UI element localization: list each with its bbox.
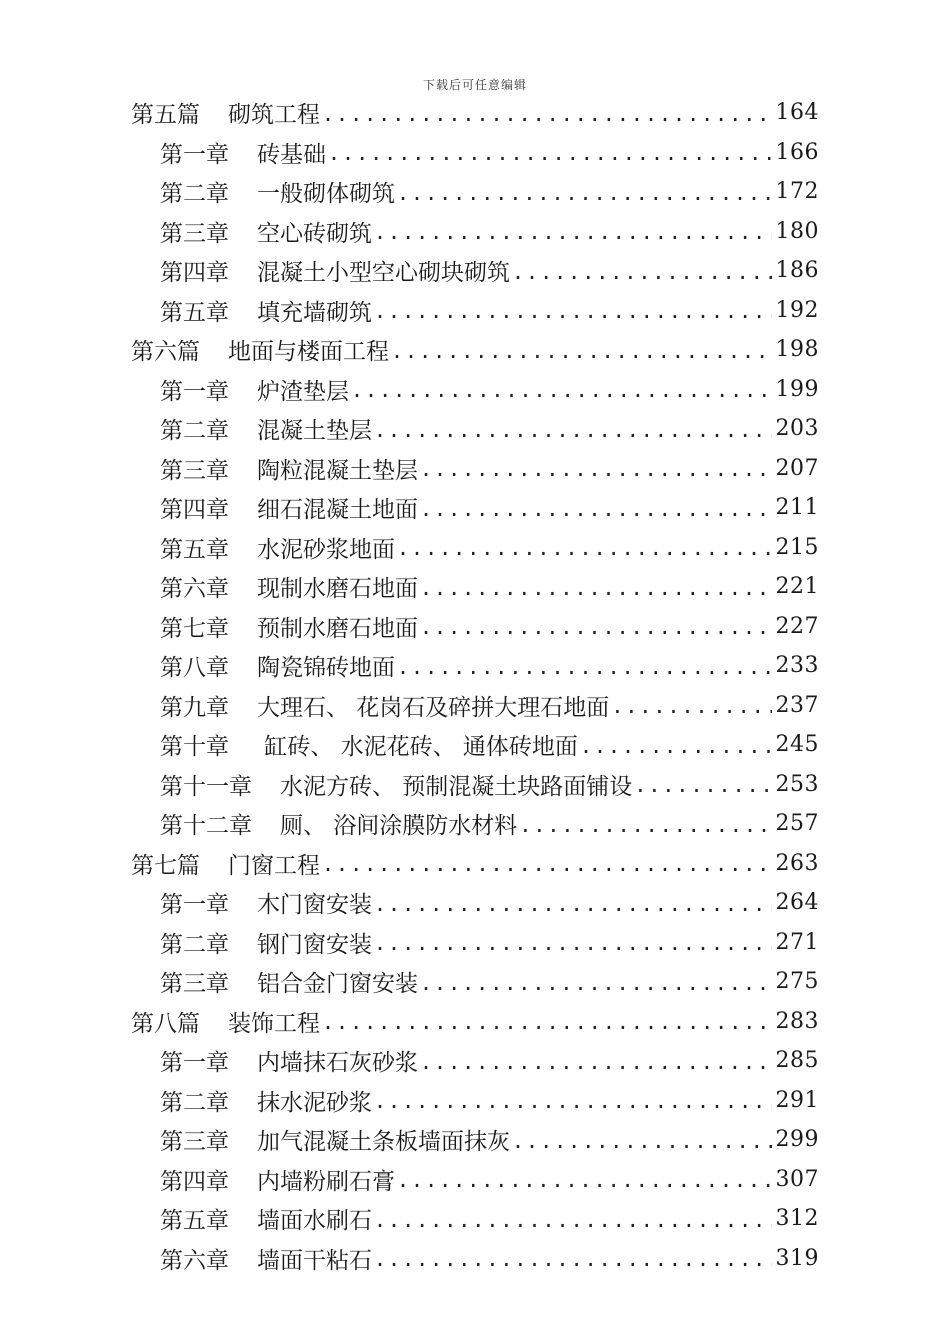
toc-part-entry[interactable] [131,1002,819,1042]
toc-chapter-entry[interactable] [131,725,819,765]
dot-leader [374,1089,772,1113]
dot-leader [519,813,771,837]
toc-part-entry[interactable] [131,93,819,133]
dot-leader [420,497,772,521]
toc-page-number: 271 [775,929,819,955]
toc-chapter-entry[interactable] [131,212,819,252]
toc-entry-title: 砖基础 [257,141,326,168]
dot-leader [322,102,772,126]
dot-leader [512,1129,772,1153]
toc-page-number: 203 [775,416,819,442]
dot-leader [374,418,772,442]
toc-chapter-entry[interactable] [131,291,819,331]
toc-page-number: 237 [775,692,819,718]
toc-entry-number: 第六章 [160,576,229,603]
toc-chapter-entry[interactable] [131,133,819,173]
toc-chapter-entry[interactable] [131,1239,819,1279]
toc-entry-number: 第四章 [160,260,229,287]
toc-entry-number: 第十一章 [160,773,252,800]
toc-chapter-entry[interactable] [131,567,819,607]
toc-page-number: 221 [775,574,819,600]
dot-leader [580,734,772,758]
toc-part-entry[interactable] [131,844,819,884]
toc-entry-title: 抹水泥砂浆 [257,1089,372,1116]
dot-leader [322,852,772,876]
toc-entry-number: 第一章 [160,378,229,405]
toc-entry-number: 第四章 [160,497,229,524]
toc-page-number: 275 [775,969,819,995]
toc-page-number: 283 [775,1008,819,1034]
toc-page-number: 180 [775,218,819,244]
dot-leader [328,141,772,165]
toc-entry-title: 加气混凝土条板墙面抹灰 [257,1129,510,1156]
toc-page-number: 312 [775,1206,819,1232]
toc-entry-number: 第三章 [160,971,229,998]
toc-entry-title: 混凝土垫层 [257,418,372,445]
toc-chapter-entry[interactable] [131,1120,819,1160]
toc-chapter-entry[interactable] [131,923,819,963]
toc-entry-title: 炉渣垫层 [257,378,349,405]
toc-entry-number: 第一章 [160,1050,229,1077]
dot-leader [351,378,772,402]
toc-entry-title: 内墙粉刷石膏 [257,1168,395,1195]
toc-entry-number: 第四章 [160,1168,229,1195]
page-header: 下载后可任意编辑 [422,78,527,92]
dot-leader [512,260,772,284]
toc-page-number: 263 [775,850,819,876]
toc-entry-title: 预制水磨石地面 [257,615,418,642]
dot-leader [420,971,772,995]
toc-page-number: 227 [775,613,819,639]
toc-page-number: 264 [775,890,819,916]
toc-chapter-entry[interactable] [131,962,819,1002]
toc-page-number: 186 [775,258,819,284]
toc-entry-number: 第五篇 [131,102,200,129]
toc-entry-number: 第二章 [160,181,229,208]
dot-leader [374,931,772,955]
dot-leader [420,1050,772,1074]
toc-entry-title: 地面与楼面工程 [228,339,389,366]
dot-leader [374,1208,772,1232]
toc-chapter-entry[interactable] [131,172,819,212]
toc-entry-number: 第五章 [160,1208,229,1235]
dot-leader [420,457,772,481]
toc-entry-number: 第二章 [160,1089,229,1116]
toc-entry-number: 第三章 [160,457,229,484]
toc-entry-title: 缸砖、 水泥花砖、 通体砖地面 [257,734,578,761]
toc-chapter-entry[interactable] [131,1160,819,1200]
toc-page-number: 291 [775,1087,819,1113]
toc-chapter-entry[interactable] [131,646,819,686]
toc-entry-number: 第三章 [160,1129,229,1156]
toc-entry-title: 现制水磨石地面 [257,576,418,603]
toc-entry-number: 第七篇 [131,852,200,879]
toc-page-number: 164 [775,100,819,126]
toc-entry-title: 木门窗安装 [257,892,372,919]
toc-chapter-entry[interactable] [131,607,819,647]
toc-entry-number: 第五章 [160,536,229,563]
dot-leader [634,773,771,797]
toc-entry-number: 第十二章 [160,813,252,840]
toc-chapter-entry[interactable] [131,409,819,449]
toc-chapter-entry[interactable] [131,370,819,410]
table-of-contents [131,93,819,1278]
toc-page-number: 285 [775,1048,819,1074]
toc-entry-title: 混凝土小型空心砌块砌筑 [257,260,510,287]
dot-leader [322,1010,772,1034]
toc-entry-title: 钢门窗安装 [257,931,372,958]
dot-leader [397,536,772,560]
toc-entry-number: 第十章 [160,734,229,761]
toc-chapter-entry[interactable] [131,765,819,805]
toc-chapter-entry[interactable] [131,686,819,726]
toc-chapter-entry[interactable] [131,528,819,568]
toc-page-number: 211 [775,495,819,521]
toc-entry-title: 砌筑工程 [228,102,320,129]
toc-entry-number: 第九章 [160,694,229,721]
toc-chapter-entry[interactable] [131,1041,819,1081]
dot-leader [374,220,772,244]
toc-entry-number: 第二章 [160,418,229,445]
toc-page-number: 245 [775,732,819,758]
toc-entry-number: 第二章 [160,931,229,958]
toc-entry-title: 陶瓷锦砖地面 [257,655,395,682]
toc-entry-number: 第一章 [160,141,229,168]
toc-page-number: 207 [775,455,819,481]
dot-leader [397,181,772,205]
toc-chapter-entry[interactable] [131,883,819,923]
toc-page-number: 257 [775,811,819,837]
toc-entry-number: 第七章 [160,615,229,642]
dot-leader [374,299,772,323]
toc-entry-number: 第三章 [160,220,229,247]
toc-page-number: 215 [775,534,819,560]
toc-entry-title: 细石混凝土地面 [257,497,418,524]
toc-page-number: 192 [775,297,819,323]
toc-entry-title: 填充墙砌筑 [257,299,372,326]
toc-entry-title: 铝合金门窗安装 [257,971,418,998]
toc-entry-title: 空心砖砌筑 [257,220,372,247]
toc-page-number: 299 [775,1127,819,1153]
toc-chapter-entry[interactable] [131,804,819,844]
dot-leader [420,615,772,639]
toc-chapter-entry[interactable] [131,1199,819,1239]
toc-entry-title: 水泥砂浆地面 [257,536,395,563]
toc-entry-number: 第八篇 [131,1010,200,1037]
toc-entry-number: 第六篇 [131,339,200,366]
toc-chapter-entry[interactable] [131,1081,819,1121]
dot-leader [420,576,772,600]
toc-page-number: 253 [775,771,819,797]
toc-entry-number: 第八章 [160,655,229,682]
toc-page-number: 199 [775,376,819,402]
dot-leader [397,655,772,679]
toc-page-number: 233 [775,653,819,679]
dot-leader [374,892,772,916]
dot-leader [391,339,772,363]
toc-page-number: 198 [775,337,819,363]
dot-leader [397,1168,772,1192]
toc-page-number: 166 [775,139,819,165]
toc-page-number: 319 [775,1245,819,1271]
toc-chapter-entry[interactable] [131,488,819,528]
toc-chapter-entry[interactable] [131,251,819,291]
dot-leader [611,694,771,718]
dot-leader [374,1247,772,1271]
toc-part-entry[interactable] [131,330,819,370]
toc-entry-title: 水泥方砖、 预制混凝土块路面铺设 [280,773,633,800]
toc-entry-title: 墙面干粘石 [257,1247,372,1274]
toc-page-number: 172 [775,179,819,205]
toc-page-number: 307 [775,1166,819,1192]
toc-entry-title: 墙面水刷石 [257,1208,372,1235]
toc-entry-number: 第五章 [160,299,229,326]
toc-entry-title: 陶粒混凝土垫层 [257,457,418,484]
toc-entry-number: 第六章 [160,1247,229,1274]
toc-entry-number: 第一章 [160,892,229,919]
toc-entry-title: 装饰工程 [228,1010,320,1037]
toc-entry-title: 内墙抹石灰砂浆 [257,1050,418,1077]
toc-entry-title: 厕、 浴间涂膜防水材料 [280,813,518,840]
toc-entry-title: 门窗工程 [228,852,320,879]
toc-chapter-entry[interactable] [131,449,819,489]
toc-entry-title: 一般砌体砌筑 [257,181,395,208]
toc-entry-title: 大理石、 花岗石及碎拼大理石地面 [257,694,610,721]
